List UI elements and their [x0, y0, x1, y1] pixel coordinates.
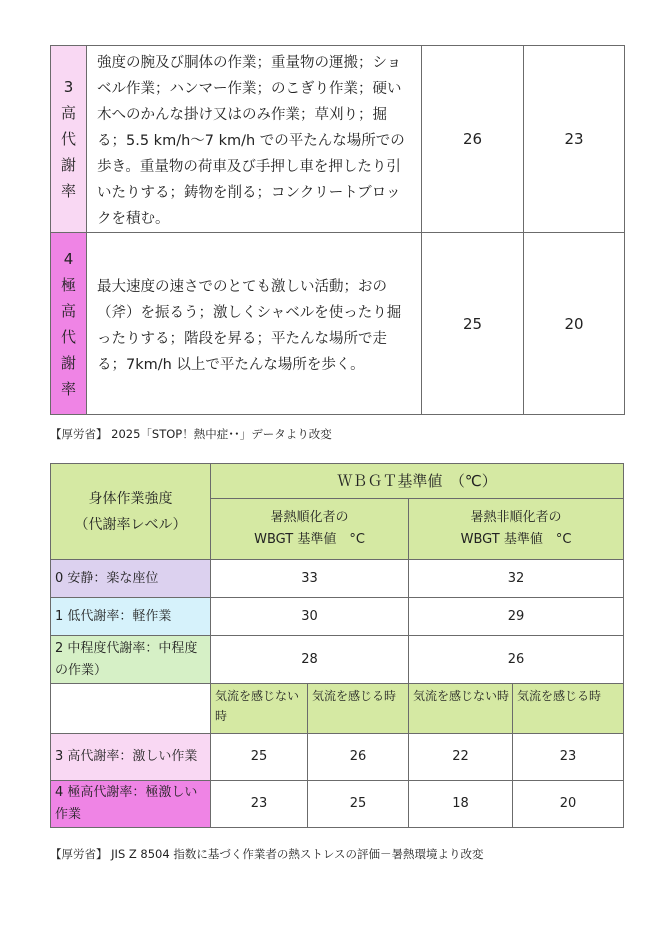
level-char: 代	[60, 130, 76, 148]
value-cell: 23	[211, 781, 308, 828]
empty-cell	[51, 684, 211, 734]
value-cell: 25	[308, 781, 409, 828]
value-cell: 33	[211, 560, 409, 598]
intensity-header	[51, 464, 211, 560]
intensity-label: 0 安静：楽な座位	[51, 560, 211, 598]
wbgt-title-header: ＷＢＧＴ基準値 （℃）	[211, 464, 624, 499]
table-row	[51, 560, 624, 598]
intensity-label: 4 極高代謝率：極激しい作業	[51, 781, 211, 828]
value-cell: 22	[409, 734, 513, 781]
level-char: 3	[63, 78, 74, 96]
table2-caption: 【厚労省】 JIS Z 8504 指数に基づく作業者の熱ストレスの評価－暑熱環境より改変	[50, 847, 484, 861]
level-char: 高	[60, 301, 76, 320]
activity-description: 最大速度の速さでのとても激しい活動；おの（斧）を振るう；激しくシャベルを使ったり掘ったりする；階段を昇る；平たんな場所で走る；7km/h 以上で平たんな場所を歩く。	[87, 233, 422, 415]
activity-description: 強度の腕及び胴体の作業；重量物の運搬；ショベル作業；ハンマー作業；のこぎり作業；硬い木へのかんな掛け又はのみ作業；草刈り；掘る；5.5 km/h～7 km/h での平たんな場所での歩き。重量物の荷車及び手押し車を押したり引いたりする；鋳物を削る；コンクリートブロックを積む。	[87, 46, 422, 233]
level-cell	[51, 46, 87, 233]
header-text: （代謝率レベル）	[74, 516, 187, 533]
header-text: WBGT 基準値 °C	[254, 532, 365, 547]
value-cell: 32	[409, 560, 624, 598]
header-text: 暑熱順化者の	[270, 510, 349, 525]
metabolic-activity-table	[50, 45, 625, 415]
value-cell: 26	[409, 636, 624, 684]
airflow-header: 気流を感じる時	[513, 684, 624, 734]
airflow-header: 気流を感じる時	[308, 684, 409, 734]
value-cell: 20	[524, 233, 625, 415]
table-header-row	[51, 684, 624, 734]
value-cell: 18	[409, 781, 513, 828]
value-cell: 25	[211, 734, 308, 781]
level-char: 率	[60, 379, 76, 398]
level-char: 謝	[60, 353, 76, 372]
level-char: 率	[60, 182, 76, 200]
table-row	[51, 46, 625, 233]
table-row	[51, 636, 624, 684]
table-row	[51, 781, 624, 828]
intensity-label: 3 高代謝率：激しい作業	[51, 734, 211, 781]
value-cell: 25	[422, 233, 524, 415]
value-cell: 26	[308, 734, 409, 781]
level-char: 極	[60, 275, 76, 294]
acclimatized-header	[211, 499, 409, 560]
value-cell: 23	[524, 46, 625, 233]
level-char: 4	[63, 249, 74, 268]
table-row	[51, 734, 624, 781]
table1-caption: 【厚労省】 2025「STOP！熱中症･･」データより改変	[50, 427, 332, 441]
airflow-header: 気流を感じない時	[211, 684, 308, 734]
header-text: WBGT 基準値 °C	[460, 532, 572, 547]
header-text: 暑熱非順化者の	[470, 510, 562, 525]
non-acclimatized-header	[409, 499, 624, 560]
level-cell	[51, 233, 87, 415]
airflow-header: 気流を感じない時	[409, 684, 513, 734]
level-char: 謝	[60, 156, 76, 174]
value-cell: 23	[513, 734, 624, 781]
intensity-label: 1 低代謝率：軽作業	[51, 598, 211, 636]
intensity-label: 2 中程度代謝率：中程度の作業）	[51, 636, 211, 684]
value-cell: 28	[211, 636, 409, 684]
value-cell: 29	[409, 598, 624, 636]
table-row	[51, 233, 625, 415]
value-cell: 30	[211, 598, 409, 636]
header-text: 身体作業強度	[88, 490, 173, 507]
wbgt-standard-table	[50, 463, 624, 828]
table-header-row	[51, 464, 624, 499]
value-cell: 26	[422, 46, 524, 233]
table-row	[51, 598, 624, 636]
level-char: 高	[60, 104, 76, 122]
level-char: 代	[60, 327, 76, 346]
value-cell: 20	[513, 781, 624, 828]
